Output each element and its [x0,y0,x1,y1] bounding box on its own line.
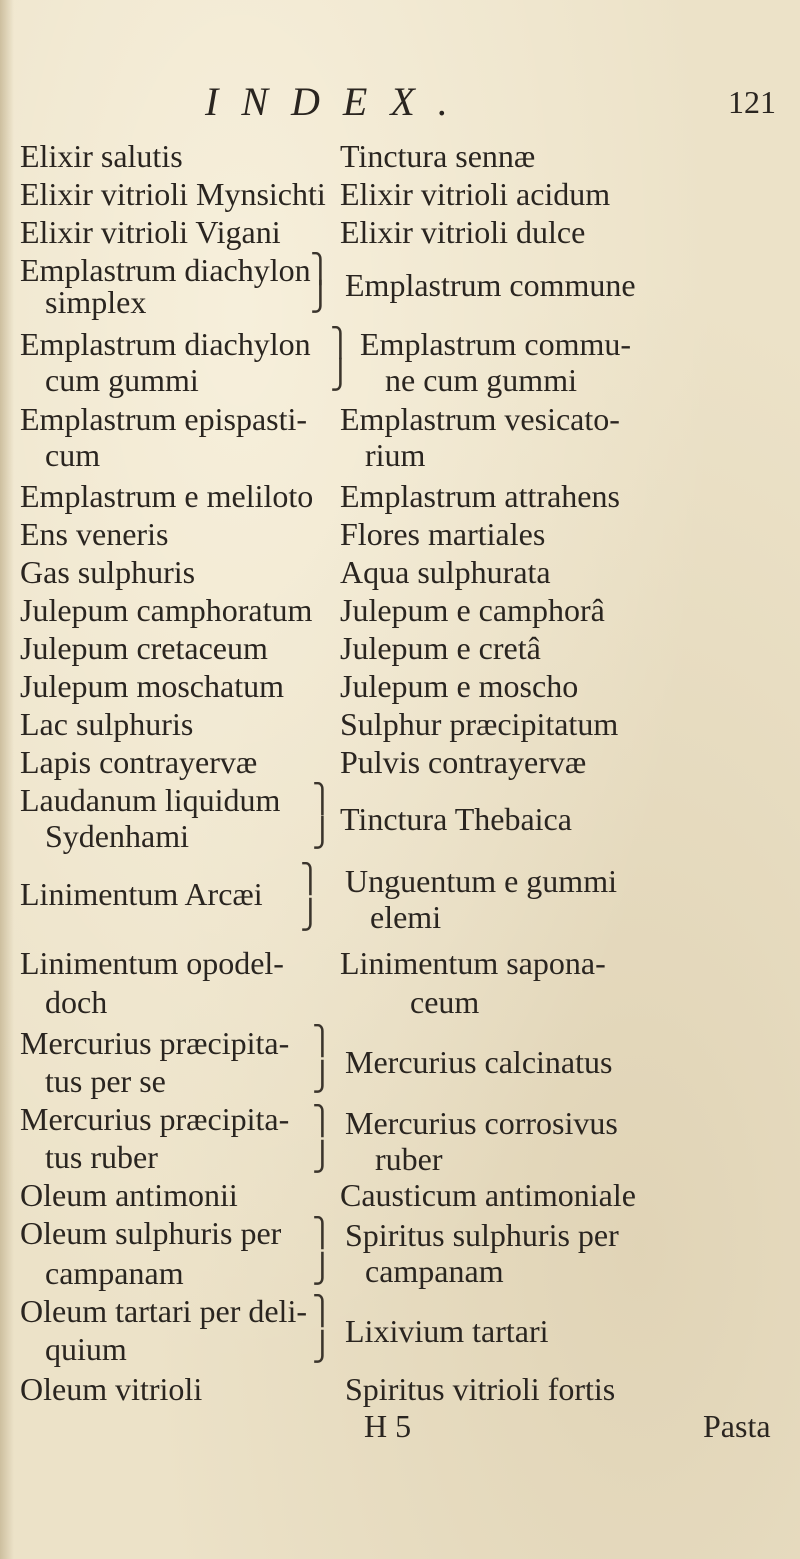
left-entry: Julepum camphoratum [20,592,313,628]
right-entry: Causticum antimoniale [340,1177,636,1213]
right-entry: Julepum e camphorâ [340,592,605,628]
brace: ⎫ [312,1296,333,1327]
left-entry: quium [45,1331,127,1367]
left-entry: tus ruber [45,1139,158,1175]
right-entry: Julepum e moscho [340,668,579,704]
left-entry: Elixir vitrioli Vigani [20,214,281,250]
left-entry: Ens veneris [20,516,169,552]
left-entry: Emplastrum diachylon [20,326,311,362]
brace: ⎫ [310,254,331,285]
running-title: INDEX. [205,79,471,124]
right-entry: Emplastrum commu- [360,326,632,362]
left-entry: Linimentum opodel- [20,945,284,981]
brace: ⎭ [300,900,321,931]
left-entry: Gas sulphuris [20,554,196,590]
right-entry: Spiritus vitrioli fortis [345,1371,616,1407]
left-entry: campanam [45,1255,184,1291]
right-entry: Elixir vitrioli dulce [340,214,586,250]
right-entry: Spiritus sulphuris per [345,1217,619,1253]
right-entry: Unguentum e gummi [345,863,617,899]
right-entry: Mercurius calcinatus [345,1044,613,1080]
right-entry: Aqua sulphurata [340,554,551,590]
left-entry: Lapis contrayervæ [20,744,258,780]
brace: ⎫ [312,1218,333,1249]
left-entry: Lac sulphuris [20,706,194,742]
right-entry: ne cum gummi [385,362,577,398]
right-entry: ruber [375,1141,443,1177]
left-entry: Elixir vitrioli Mynsichti [20,176,326,212]
brace: ⎫ [312,1026,333,1057]
right-entry: elemi [370,899,442,935]
right-entry: Emplastrum commune [345,267,636,303]
brace: ⎭ [330,360,351,391]
left-entry: cum [45,437,101,473]
signature-mark: H 5 [364,1408,412,1444]
left-entry: Julepum moschatum [20,668,284,704]
right-entry: Mercurius corrosivus [345,1105,618,1141]
brace: ⎫ [312,1106,333,1137]
left-entry: Oleum tartari per deli- [20,1293,307,1329]
right-entry: Emplastrum attrahens [340,478,620,514]
right-entry: Julepum e cretâ [340,630,541,666]
brace: ⎭ [312,818,333,849]
left-entry: Oleum vitrioli [20,1371,203,1407]
right-entry: Linimentum sapona- [340,945,606,981]
right-entry: Pulvis contrayervæ [340,744,587,780]
left-entry: doch [45,984,108,1020]
left-entry: Laudanum liquidum [20,782,281,818]
right-entry: Emplastrum vesicato- [340,401,620,437]
brace: ⎭ [312,1062,333,1093]
right-entry: campanam [365,1253,504,1289]
brace: ⎫ [300,864,321,895]
left-entry: Mercurius præcipita- [20,1101,290,1137]
brace: ⎫ [312,784,333,815]
right-entry: Sulphur præcipitatum [340,706,619,742]
left-entry: Oleum antimonii [20,1177,238,1213]
left-entry: simplex [45,284,147,320]
book-gutter [0,0,14,1559]
right-entry: Elixir vitrioli acidum [340,176,611,212]
right-entry: rium [365,437,426,473]
catchword: Pasta [703,1408,771,1444]
right-entry: Tinctura sennæ [340,138,536,174]
right-entry: ceum [410,984,480,1020]
left-entry: tus per se [45,1063,166,1099]
left-entry: Mercurius præcipita- [20,1025,290,1061]
brace: ⎭ [312,1254,333,1285]
right-entry: Tinctura Thebaica [340,801,572,837]
left-entry: Linimentum Arcæi [20,876,263,912]
left-entry: Oleum sulphuris per [20,1215,282,1251]
left-entry: Sydenhami [45,818,189,854]
left-entry: Emplastrum diachylon [20,252,311,288]
left-entry: Emplastrum e melilotо [20,478,314,514]
brace: ⎭ [312,1332,333,1363]
page-number: 121 [728,84,776,120]
left-entry: Emplastrum epispasti- [20,401,308,437]
page-header [0,78,800,128]
brace: ⎭ [310,282,331,313]
left-entry: cum gummi [45,362,199,398]
brace: ⎫ [330,328,351,359]
left-entry: Julepum cretaceum [20,630,268,666]
brace: ⎭ [312,1142,333,1173]
right-entry: Lixivium tartari [345,1313,549,1349]
left-entry: Elixir salutis [20,138,183,174]
right-entry: Flores martiales [340,516,546,552]
